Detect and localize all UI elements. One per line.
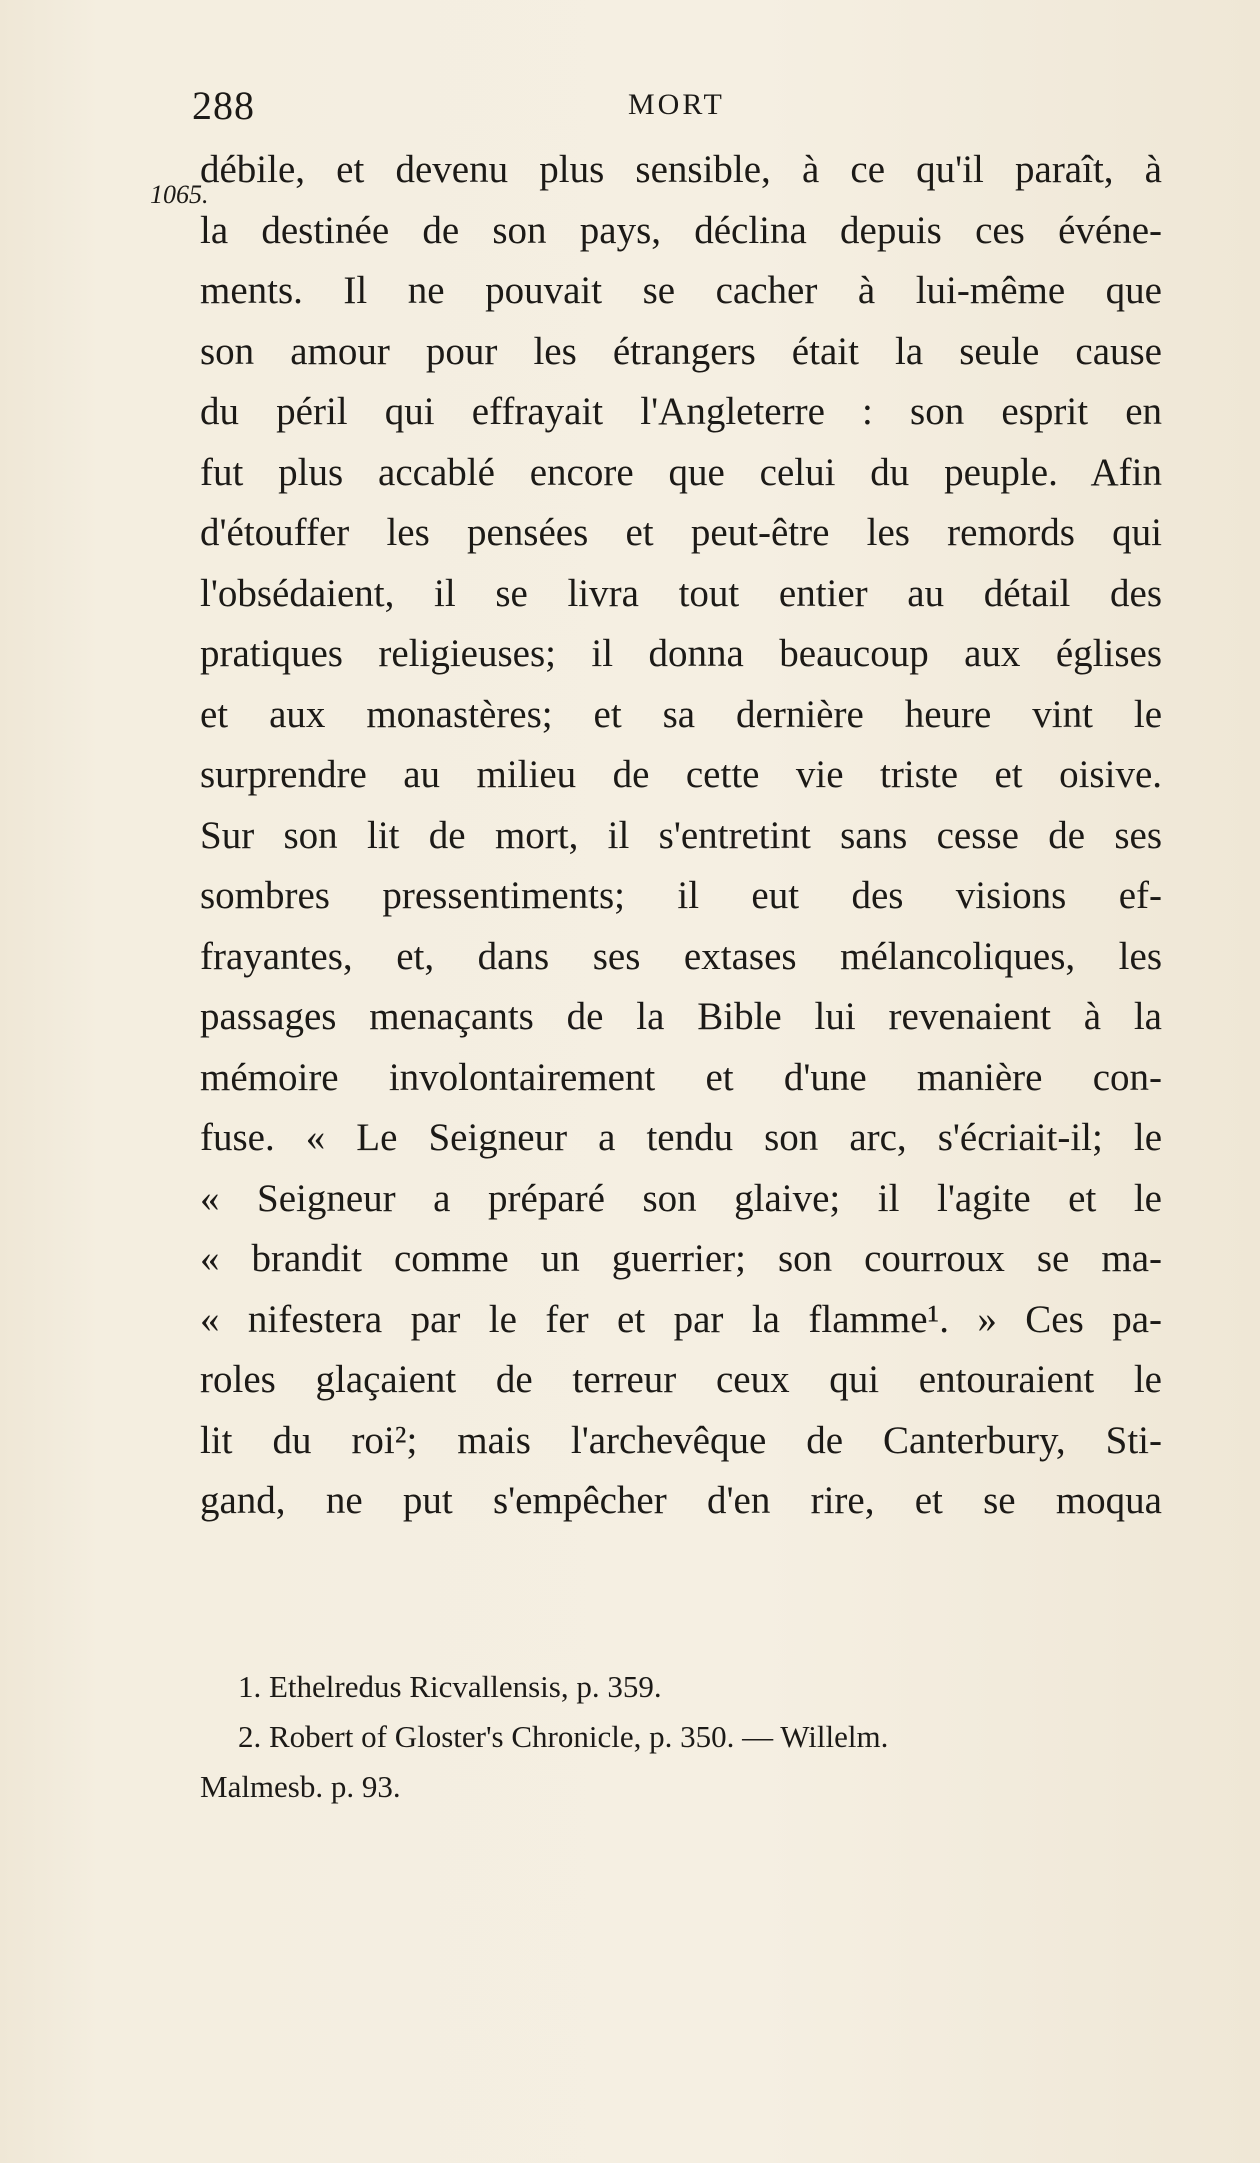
text-line: la destinée de son pays, déclina depuis ces événe- bbox=[200, 208, 1162, 252]
text-line: pratiques religieuses; il donna beaucoup aux églises bbox=[200, 632, 1162, 675]
text-line: d'étouffer les pensées et peut-être les remords qui bbox=[200, 511, 1162, 554]
text-line: lit du roi²; mais l'archevêque de Canterbury, Sti- bbox=[200, 1418, 1162, 1462]
page-number: 288 bbox=[192, 83, 255, 128]
text-line: fut plus accablé encore que celui du peuple. Afin bbox=[200, 450, 1162, 494]
text-line: Sur son lit de mort, il s'entretint sans cesse de ses bbox=[200, 813, 1162, 857]
text-line: roles glaçaient de terreur ceux qui entouraient le bbox=[200, 1358, 1162, 1401]
text-line: « nifestera par le fer et par la flamme¹. » Ces pa- bbox=[200, 1297, 1162, 1341]
text-line: surprendre au milieu de cette vie triste et oisive. bbox=[200, 753, 1162, 796]
footnote-1: 1. Ethelredus Ricvallensis, p. 359. bbox=[238, 1669, 662, 1704]
text-line: ments. Il ne pouvait se cacher à lui-même que bbox=[200, 269, 1162, 312]
footnote-2-continuation: Malmesb. p. 93. bbox=[200, 1769, 401, 1804]
footnote-2: 2. Robert of Gloster's Chronicle, p. 350. — Willelm. bbox=[238, 1719, 889, 1754]
text-line: mémoire involontairement et d'une manière con- bbox=[200, 1055, 1162, 1099]
text-line: frayantes, et, dans ses extases mélancoliques, les bbox=[200, 934, 1162, 978]
footnotes bbox=[200, 1662, 1160, 1812]
text-line: « Seigneur a préparé son glaive; il l'agite et le bbox=[200, 1176, 1162, 1220]
text-line: débile, et devenu plus sensible, à ce qu'il paraît, à bbox=[200, 148, 1162, 191]
text-line: et aux monastères; et sa dernière heure vint le bbox=[200, 692, 1162, 736]
body-text bbox=[200, 140, 1162, 1532]
margin-year-note: 1065. bbox=[150, 180, 209, 209]
text-line: son amour pour les étrangers était la seule cause bbox=[200, 329, 1162, 373]
running-head: MORT bbox=[628, 88, 725, 121]
text-line: fuse. « Le Seigneur a tendu son arc, s'écriait-il; le bbox=[200, 1116, 1162, 1159]
text-line: « brandit comme un guerrier; son courroux se ma- bbox=[200, 1237, 1162, 1280]
text-line: passages menaçants de la Bible lui revenaient à la bbox=[200, 995, 1162, 1038]
text-line: gand, ne put s'empêcher d'en rire, et se moqua bbox=[200, 1479, 1162, 1522]
text-line: sombres pressentiments; il eut des visions ef- bbox=[200, 874, 1162, 917]
text-line: l'obsédaient, il se livra tout entier au détail des bbox=[200, 571, 1162, 615]
text-line: du péril qui effrayait l'Angleterre : son esprit en bbox=[200, 390, 1162, 433]
